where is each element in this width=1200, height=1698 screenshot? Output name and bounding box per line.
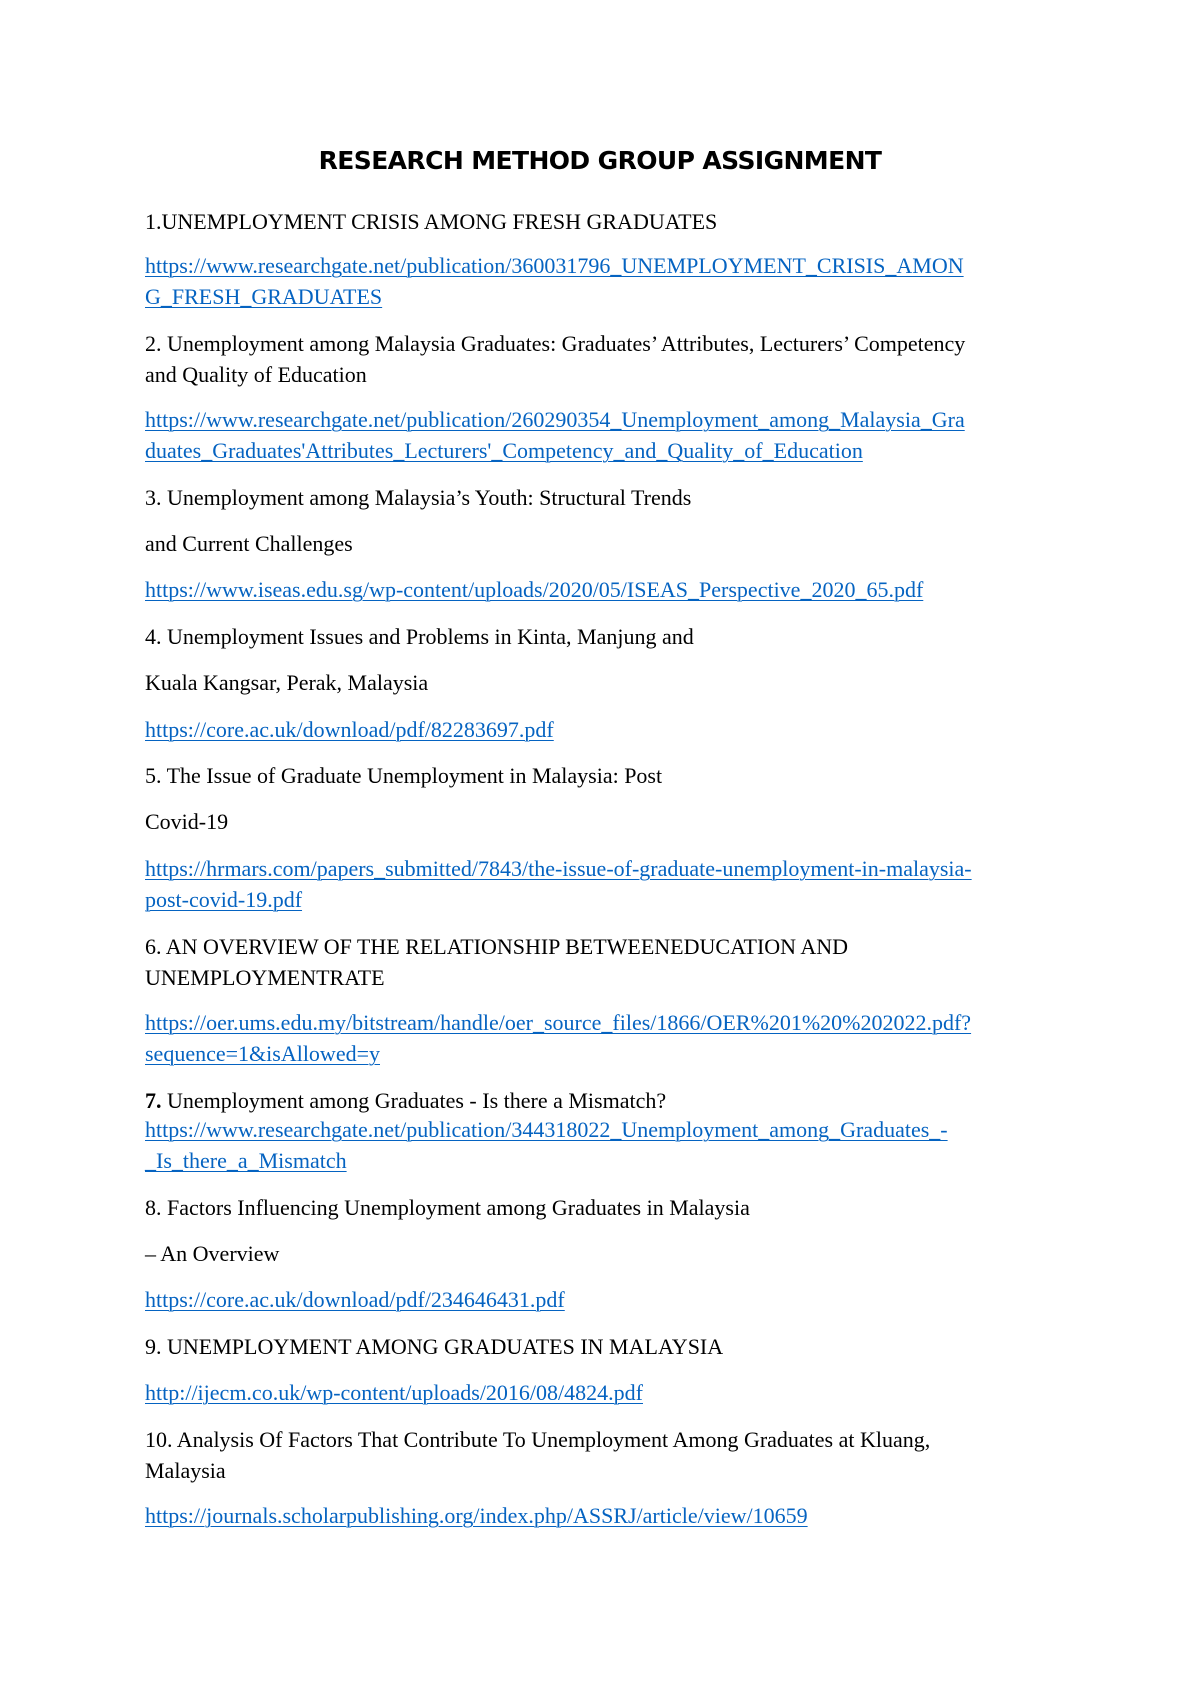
entry-1-link-line-1[interactable]: https://www.researchgate.net/publication/360031796_UNEMPLOYMENT_CRISIS_AMON — [145, 253, 964, 278]
entry-5-title-line-1: 5. The Issue of Graduate Unemployment in Malaysia: Post — [145, 763, 663, 788]
entry-9-title-line-1: 9. UNEMPLOYMENT AMONG GRADUATES IN MALAYSIA — [145, 1334, 724, 1359]
entry-4-link[interactable] — [145, 714, 1065, 745]
entry-1-link[interactable] — [145, 250, 1065, 281]
entry-2-link-line-1[interactable]: https://www.researchgate.net/publication/260290354_Unemployment_among_Malaysia_Gra — [145, 407, 965, 432]
entry-2-title-line-1: 2. Unemployment among Malaysia Graduates: Graduates’ Attributes, Lecturers’ Competency — [145, 331, 966, 356]
entry-3-title-line-2: and Current Challenges — [145, 531, 353, 556]
entry-3-title-line-1: 3. Unemployment among Malaysia’s Youth: Structural Trends — [145, 485, 692, 510]
entry-8-title-line-1: 8. Factors Influencing Unemployment among Graduates in Malaysia — [145, 1195, 750, 1220]
entry-6-title-line-2: UNEMPLOYMENTRATE — [145, 965, 385, 990]
entry-7-title-text: Unemployment among Graduates - Is there a Mismatch? — [161, 1088, 667, 1113]
entry-5-link-line-1[interactable]: https://hrmars.com/papers_submitted/7843/the-issue-of-graduate-unemployment-in-malaysia- — [145, 856, 972, 881]
document-title: RESEARCH METHOD GROUP ASSIGNMENT — [318, 146, 882, 175]
entry-2-link[interactable] — [145, 404, 1065, 435]
entry-5-link[interactable] — [145, 853, 1065, 884]
entry-1-link-cont[interactable] — [145, 281, 1065, 312]
entry-5-link-cont[interactable] — [145, 884, 1065, 915]
entry-2-link-cont[interactable] — [145, 435, 1065, 466]
entry-7-link-line-2[interactable]: _Is_there_a_Mismatch — [145, 1148, 347, 1173]
entry-10-link-line-1[interactable]: https://journals.scholarpublishing.org/index.php/ASSRJ/article/view/10659 — [145, 1503, 808, 1528]
entry-2-title-line-2: and Quality of Education — [145, 362, 367, 387]
entry-7-link-cont[interactable] — [145, 1145, 1065, 1176]
entry-7-link[interactable] — [145, 1114, 1065, 1145]
entry-8-link[interactable] — [145, 1284, 1065, 1315]
entry-1-link-line-2[interactable]: G_FRESH_GRADUATES — [145, 284, 383, 309]
entry-6-link-cont[interactable] — [145, 1038, 1065, 1069]
entry-5-title-line-2: Covid-19 — [145, 809, 229, 834]
entry-9-link[interactable] — [145, 1377, 1065, 1408]
entry-8-link-line-1[interactable]: https://core.ac.uk/download/pdf/234646431.pdf — [145, 1287, 565, 1312]
entry-4-link-line-1[interactable]: https://core.ac.uk/download/pdf/82283697.pdf — [145, 717, 554, 742]
entry-8-title-line-2: – An Overview — [145, 1241, 280, 1266]
entry-6-title-line-1: 6. AN OVERVIEW OF THE RELATIONSHIP BETWEENEDUCATION AND — [145, 934, 849, 959]
entry-6-link-line-2[interactable]: sequence=1&isAllowed=y — [145, 1041, 380, 1066]
entry-2-link-line-2[interactable]: duates_Graduates'Attributes_Lecturers'_Competency_and_Quality_of_Education — [145, 438, 863, 463]
entry-7-title-line-1 — [145, 1085, 1065, 1116]
entry-4-title-line-1: 4. Unemployment Issues and Problems in Kinta, Manjung and — [145, 624, 694, 649]
entry-7-number: 7. — [145, 1088, 162, 1113]
entry-3-link[interactable] — [145, 574, 1065, 605]
entry-6-link[interactable] — [145, 1007, 1065, 1038]
entry-10-link[interactable] — [145, 1500, 1065, 1531]
entry-1-title-line-1: 1.UNEMPLOYMENT CRISIS AMONG FRESH GRADUATES — [145, 209, 718, 234]
entry-4-title-line-2: Kuala Kangsar, Perak, Malaysia — [145, 670, 429, 695]
entry-9-link-line-1[interactable]: http://ijecm.co.uk/wp-content/uploads/2016/08/4824.pdf — [145, 1380, 643, 1405]
entry-10-title-line-1: 10. Analysis Of Factors That Contribute To Unemployment Among Graduates at Kluang, — [145, 1427, 931, 1452]
entry-10-title-line-2: Malaysia — [145, 1458, 226, 1483]
entry-7-link-line-1[interactable]: https://www.researchgate.net/publication/344318022_Unemployment_among_Graduates_- — [145, 1117, 948, 1142]
entry-5-link-line-2[interactable]: post-covid-19.pdf — [145, 887, 303, 912]
entry-3-link-line-1[interactable]: https://www.iseas.edu.sg/wp-content/uploads/2020/05/ISEAS_Perspective_2020_65.pdf — [145, 577, 924, 602]
entry-6-link-line-1[interactable]: https://oer.ums.edu.my/bitstream/handle/oer_source_files/1866/OER%201%20%202022.pdf? — [145, 1010, 972, 1035]
